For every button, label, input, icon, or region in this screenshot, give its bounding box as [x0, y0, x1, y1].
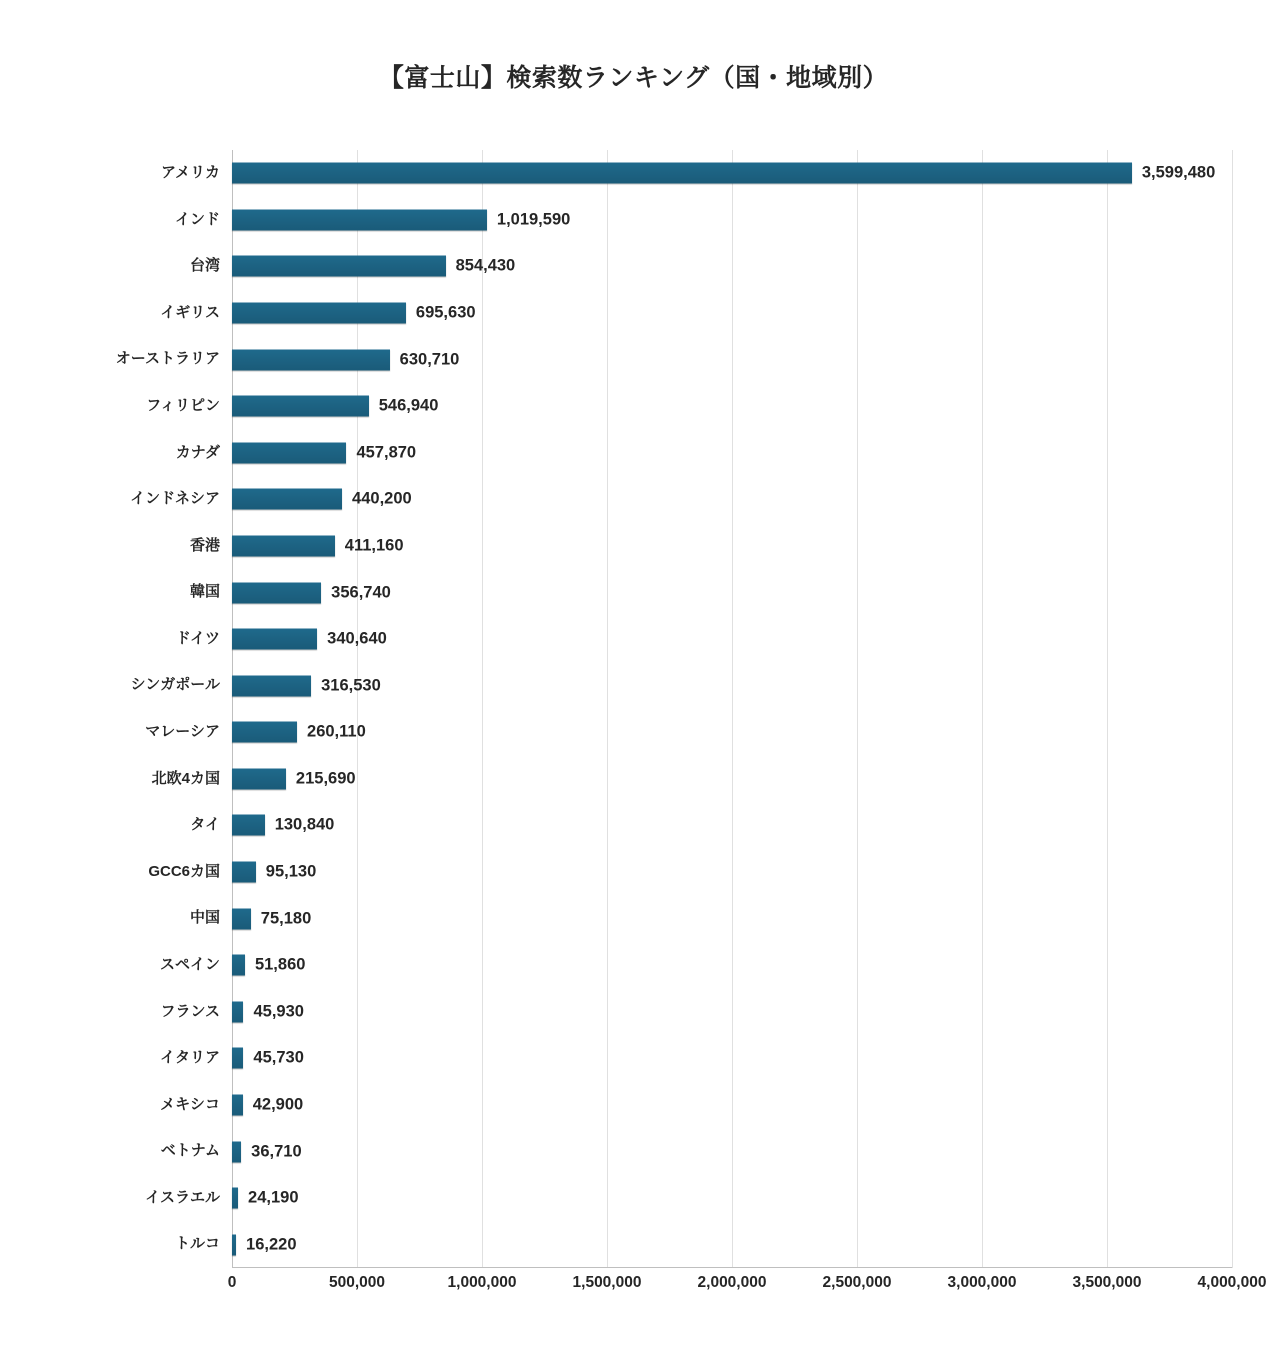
bar[interactable] — [232, 722, 297, 743]
bar-value-label: 316,530 — [321, 676, 381, 695]
bar-value-label: 3,599,480 — [1141, 163, 1216, 182]
bar-value-label: 16,220 — [246, 1235, 297, 1254]
bar-value-label: 51,860 — [254, 955, 306, 974]
x-tick-label: 0 — [227, 1274, 237, 1291]
bar-value-label: 75,180 — [260, 909, 312, 928]
bar-value-label: 630,710 — [399, 350, 460, 369]
bar[interactable] — [232, 908, 251, 929]
bar-value-label: 695,630 — [415, 303, 476, 322]
plot-area — [115, 150, 1232, 1268]
bar[interactable] — [232, 1234, 236, 1255]
x-tick-label: 2,000,000 — [697, 1274, 767, 1291]
bar-value-label: 854,430 — [455, 256, 516, 275]
bar-row — [232, 290, 1232, 337]
bar-row — [232, 709, 1232, 756]
bar-value-label: 546,940 — [378, 396, 439, 415]
bar-row — [232, 1128, 1232, 1175]
x-tick-label: 1,000,000 — [447, 1274, 517, 1291]
bar-row — [232, 383, 1232, 430]
bar-value-label: 45,730 — [253, 1048, 304, 1067]
bar[interactable] — [232, 256, 446, 277]
bar-row — [232, 1221, 1232, 1268]
bar-row — [232, 336, 1232, 383]
bar[interactable] — [232, 535, 335, 556]
bar[interactable] — [232, 489, 342, 510]
category-label: ドイツ — [175, 629, 220, 647]
bar-value-label: 36,710 — [251, 1142, 302, 1161]
bar-value-label: 42,900 — [252, 1095, 304, 1114]
bar-value-label: 457,870 — [356, 443, 417, 462]
bar-row — [232, 895, 1232, 942]
bar-row — [232, 197, 1232, 244]
category-label: マレーシア — [145, 723, 220, 740]
category-label: GCC6カ国 — [148, 862, 220, 880]
bar[interactable] — [232, 303, 406, 324]
bar[interactable] — [232, 1094, 243, 1115]
chart-title: 【富士山】検索数ランキング（国・地域別） — [378, 64, 889, 92]
x-tick-label: 500,000 — [328, 1274, 386, 1291]
bar[interactable] — [232, 862, 256, 883]
category-label: 中国 — [189, 909, 220, 927]
bar[interactable] — [232, 955, 245, 976]
x-tick-label: 4,000,000 — [1197, 1274, 1267, 1291]
bar-value-label: 440,200 — [352, 489, 412, 508]
category-label: イスラエル — [145, 1188, 220, 1206]
bar[interactable] — [232, 349, 390, 370]
category-label: スペイン — [159, 955, 220, 973]
bar-value-label: 45,930 — [253, 1002, 304, 1021]
bar-value-label: 411,160 — [344, 536, 404, 555]
category-label: 香港 — [189, 536, 220, 554]
bar-row — [232, 1082, 1232, 1129]
category-label: 北欧4カ国 — [151, 769, 220, 787]
x-tick-label: 3,000,000 — [947, 1274, 1017, 1291]
bar[interactable] — [232, 1048, 243, 1069]
bar-row — [232, 1175, 1232, 1222]
bar-row — [232, 756, 1232, 803]
category-label: イギリス — [160, 303, 220, 321]
bar-row — [232, 523, 1232, 570]
bar-row — [232, 150, 1232, 197]
bar-series — [232, 150, 1232, 1268]
category-label: タイ — [190, 816, 220, 834]
bar[interactable] — [232, 1001, 243, 1022]
bar[interactable] — [232, 396, 369, 417]
bar-row — [232, 430, 1232, 477]
category-label: 台湾 — [189, 257, 220, 275]
bar[interactable] — [232, 442, 346, 463]
bar-value-label: 356,740 — [331, 583, 391, 602]
x-axis-tick-labels — [227, 1274, 1267, 1314]
bar[interactable] — [232, 209, 487, 230]
category-label: メキシコ — [160, 1095, 220, 1113]
x-tick-label: 3,500,000 — [1072, 1274, 1142, 1291]
bar-value-label: 215,690 — [295, 769, 356, 788]
category-label: インドネシア — [130, 490, 220, 508]
bar-row — [232, 616, 1232, 663]
bar[interactable] — [232, 163, 1132, 184]
bar[interactable] — [232, 768, 286, 789]
bar[interactable] — [232, 1188, 238, 1209]
bar[interactable] — [232, 815, 265, 836]
category-label: トルコ — [174, 1235, 220, 1253]
category-label: インド — [174, 210, 220, 228]
bar[interactable] — [232, 629, 317, 650]
bar-row — [232, 569, 1232, 616]
bar-value-label: 24,190 — [248, 1188, 299, 1207]
bar-value-label: 260,110 — [307, 722, 366, 741]
bar-value-label: 130,840 — [274, 815, 335, 834]
bar-row — [232, 1035, 1232, 1082]
category-label: カナダ — [175, 443, 220, 461]
bar-row — [232, 662, 1232, 709]
bar-row — [232, 849, 1232, 896]
category-label: アメリカ — [161, 164, 220, 181]
category-label: オーストラリア — [115, 350, 220, 368]
bar[interactable] — [232, 675, 311, 696]
bar-value-label: 340,640 — [327, 629, 387, 648]
category-label: イタリア — [159, 1049, 220, 1067]
bar-value-label: 95,130 — [265, 862, 317, 881]
bar-row — [232, 989, 1232, 1036]
category-label: シンガポール — [130, 676, 220, 694]
bar-row — [232, 243, 1232, 290]
x-tick-label: 2,500,000 — [822, 1274, 892, 1291]
category-label: フランス — [160, 1002, 220, 1020]
category-label: フィリピン — [146, 396, 220, 414]
x-tick-label: 1,500,000 — [572, 1274, 642, 1291]
bar-row — [232, 942, 1232, 989]
bar-value-label: 1,019,590 — [496, 210, 571, 229]
category-axis-labels — [12, 150, 220, 1268]
gridline — [1232, 150, 1233, 1268]
bar[interactable] — [232, 582, 321, 603]
category-label: 韓国 — [189, 583, 220, 601]
bar-row — [232, 802, 1232, 849]
bar-row — [232, 476, 1232, 523]
bar[interactable] — [232, 1141, 241, 1162]
category-label: ベトナム — [160, 1142, 220, 1160]
